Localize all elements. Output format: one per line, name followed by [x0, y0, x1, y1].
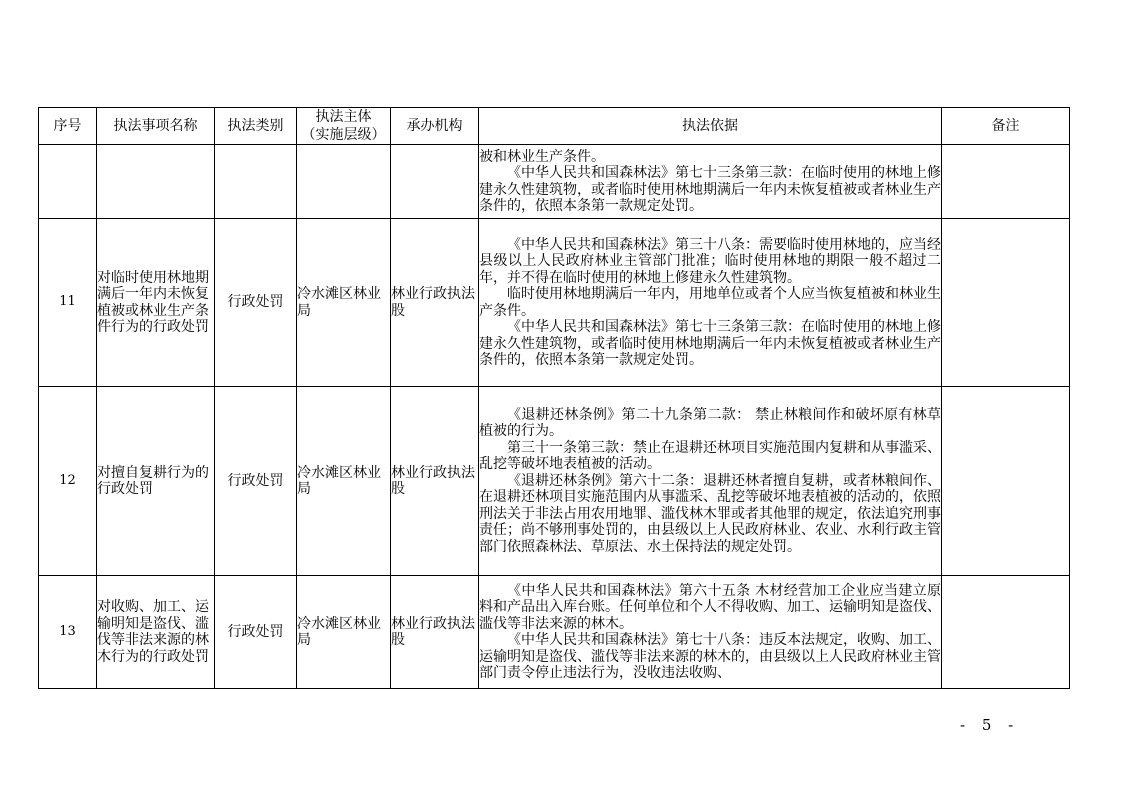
row-basis [479, 219, 942, 387]
table-row [39, 145, 1070, 219]
row-category [215, 145, 297, 219]
header-agency: 承办机构 [391, 108, 479, 145]
row-seq: 12 [39, 387, 97, 576]
row-subject: 冷水滩区林业局 [297, 219, 391, 387]
row-item-name: 对擅自复耕行为的行政处罚 [97, 387, 215, 576]
row-seq [39, 145, 97, 219]
row-basis [479, 387, 942, 576]
header-item-name: 执法事项名称 [97, 108, 215, 145]
header-basis: 执法依据 [479, 108, 942, 145]
row-item-name: 对收购、加工、运输明知是盗伐、滥伐等非法来源的林木行为的行政处罚 [97, 576, 215, 689]
header-subject-line1: 执法主体 [315, 109, 372, 125]
header-seq: 序号 [39, 108, 97, 145]
row-remark [942, 576, 1070, 689]
page-number: - 5 - [960, 716, 1020, 734]
basis-paragraph: 《退耕还林条例》第六十二条：退耕还林者擅自复耕，或者林粮间作、在退耕还林项目实施范围内从事滥采、乱挖等破坏地表植被的活动的，依照刑法关于非法占用农用地罪、滥伐林木罪或者其他罪的规定，依法追究刑事责任；尚不够刑事处罚的，由县级以上人民政府林业、农业、水利行政主管部门依照森林法、草原法、水土保持法的规定处罚。 [479, 472, 941, 555]
row-agency: 林业行政执法股 [391, 387, 479, 576]
table-row [39, 576, 1070, 689]
row-item-name [97, 145, 215, 219]
row-category: 行政处罚 [215, 576, 297, 689]
row-seq: 13 [39, 576, 97, 689]
row-basis [479, 145, 942, 219]
row-subject: 冷水滩区林业局 [297, 576, 391, 689]
row-remark [942, 145, 1070, 219]
basis-paragraph: 临时使用林地期满后一年内，用地单位或者个人应当恢复植被和林业生产条件。 [479, 286, 941, 319]
row-subject [297, 145, 391, 219]
row-remark [942, 387, 1070, 576]
enforcement-table [38, 107, 1070, 689]
header-remarks: 备注 [942, 108, 1070, 145]
table-row [39, 387, 1070, 576]
header-row [39, 108, 1070, 145]
table-row [39, 219, 1070, 387]
row-agency [391, 145, 479, 219]
basis-paragraph: 《中华人民共和国森林法》第七十三条第三款：在临时使用的林地上修建永久性建筑物，或者临时使用林地期满后一年内未恢复植被或者林业生产条件的，依照本条第一款规定处罚。 [479, 319, 941, 368]
row-seq: 11 [39, 219, 97, 387]
basis-paragraph: 被和林业生产条件。 [479, 148, 605, 165]
row-agency: 林业行政执法股 [391, 576, 479, 689]
basis-paragraph: 《中华人民共和国森林法》第三十八条：需要临时使用林地的，应当经县级以上人民政府林业主管部门批准；临时使用林地的期限一般不超过二年，并不得在临时使用的林地上修建永久性建筑物。 [479, 236, 941, 286]
row-subject: 冷水滩区林业局 [297, 387, 391, 576]
row-basis [479, 576, 942, 689]
basis-paragraph: 《中华人民共和国森林法》第七十八条：违反本法规定，收购、加工、运输明知是盗伐、滥伐等非法来源的林木的，由县级以上人民政府林业主管部门责令停止违法行为，没收违法收购、 [479, 632, 941, 681]
basis-paragraph: 《退耕还林条例》第二十九条第二款： 禁止林粮间作和破坏原有林草植被的行为。 [479, 406, 941, 440]
row-agency: 林业行政执法股 [391, 219, 479, 387]
row-item-name: 对临时使用林地期满后一年内未恢复植被或林业生产条件行为的行政处罚 [97, 219, 215, 387]
header-subject [297, 108, 391, 145]
basis-paragraph: 《中华人民共和国森林法》第七十三条第三款：在临时使用的林地上修建永久性建筑物，或者临时使用林地期满后一年内未恢复植被或者林业生产条件的，依照本条第一款规定处罚。 [479, 165, 941, 214]
header-category: 执法类别 [215, 108, 297, 145]
row-category: 行政处罚 [215, 387, 297, 576]
header-subject-line2: （实施层级） [301, 127, 386, 143]
row-category: 行政处罚 [215, 219, 297, 387]
basis-paragraph: 第三十一条第三款：禁止在退耕还林项目实施范围内复耕和从事滥采、乱挖等破坏地表植被的活动。 [479, 439, 941, 473]
basis-paragraph: 《中华人民共和国森林法》第六十五条 木材经营加工企业应当建立原料和产品出入库台账。任何单位和个人不得收购、加工、运输明知是盗伐、滥伐等非法来源的林木。 [479, 582, 941, 632]
row-remark [942, 219, 1070, 387]
